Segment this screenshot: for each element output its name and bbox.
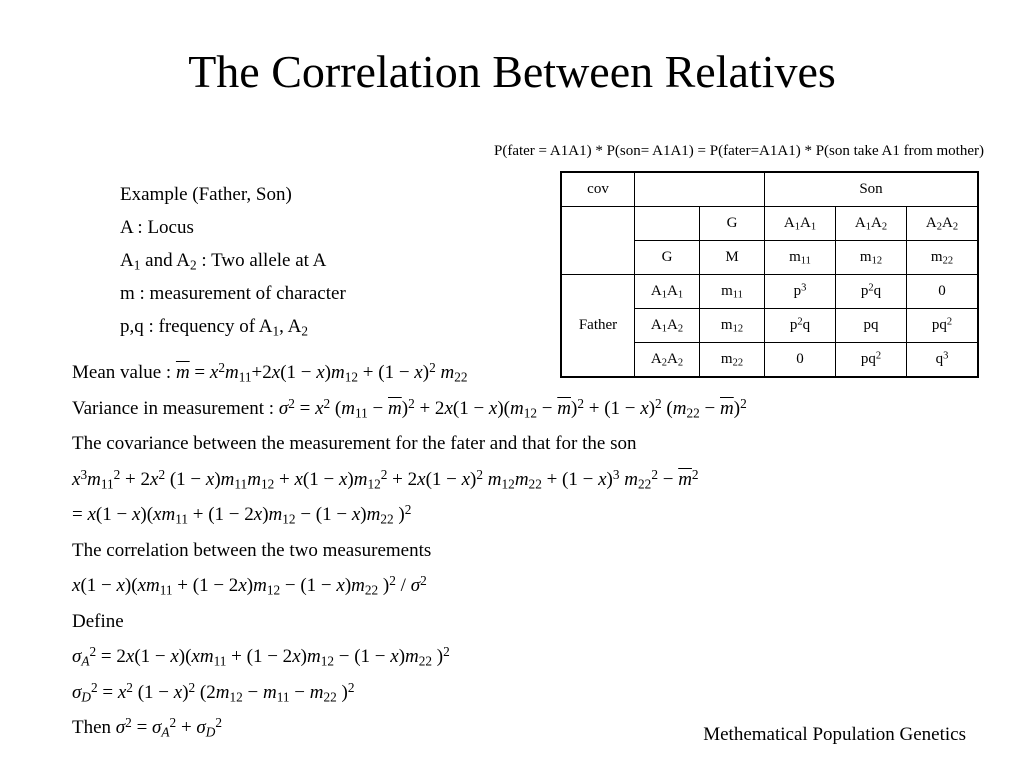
cell-q3: $q^3$: [907, 343, 979, 378]
covariance-text: The covariance between the measurement for the fater and that for the son: [72, 433, 637, 454]
father-m12: $m_{12}$: [700, 309, 765, 343]
father-m11: $m_{11}$: [700, 275, 765, 309]
slide-title: The Correlation Between Relatives: [188, 46, 836, 97]
dominance-variance-equation: $\sigma_D^2 = x^2$ $(1 - x)^2$ ($2m_{12} - m_{11} - m_{22}$ )$^2$: [72, 679, 355, 704]
empty-cell: [561, 207, 635, 275]
father-genotype-a1a2: $A_1A_2$: [635, 309, 700, 343]
table-row: [561, 275, 978, 309]
cell-pq: pq: [836, 309, 907, 343]
definition-alleles: $A_1$ and $A_2$ : Two allele at A: [120, 250, 327, 273]
cov-header: cov: [561, 172, 635, 207]
define-text: Define: [72, 610, 124, 632]
covariance-table: [560, 171, 979, 378]
definition-locus: A : Locus: [120, 217, 194, 238]
cell-p3: $p^3$: [765, 275, 836, 309]
father-header: Father: [561, 275, 635, 378]
additive-variance-equation: $\sigma_A^2 = 2x(1 - x)(xm_{11} + (1 - 2x)m_{12} - (1 - x)m_{22}$ )$^2$: [72, 644, 450, 669]
empty-cell: [635, 207, 700, 241]
son-m22: $m_{22}$: [907, 241, 979, 275]
son-m12: $m_{12}$: [836, 241, 907, 275]
son-genotype-a1a1: $A_1A_1$: [765, 207, 836, 241]
son-genotype-a2a2: $A_2A_2$: [907, 207, 979, 241]
cell-zero: 0: [765, 343, 836, 378]
definition-example: Example (Father, Son): [120, 184, 292, 205]
covariance-simplified: = $x(1 - x)(xm_{11} + (1 - 2x)m_{12} - (1 - x)m_{22}$ )$^2$: [72, 502, 412, 527]
definition-measurement: m : measurement of character: [120, 283, 346, 304]
correlation-equation: $x(1 - x)(xm_{11} + (1 - 2x)m_{12} - (1 - x)m_{22}$ )$^2 / \sigma^2$: [72, 573, 427, 598]
definition-frequency: p,q : frequency of $A_1$, $A_2$: [120, 316, 308, 339]
son-m11: $m_{11}$: [765, 241, 836, 275]
father-genotype-a1a1: $A_1A_1$: [635, 275, 700, 309]
g-header: G: [635, 241, 700, 275]
cell-p2q: $p^2q$: [765, 309, 836, 343]
cell-pq2: $pq^2$: [907, 309, 979, 343]
father-m22: $m_{22}$: [700, 343, 765, 378]
equations: [72, 355, 747, 746]
g-header: G: [700, 207, 765, 241]
cell-zero: 0: [907, 275, 979, 309]
mean-value-equation: Mean value : $\overline{m} = x^2m_{11}+2x(1 - x)m_{12} + (1 - x)^2$ $m_{22}$: [72, 360, 468, 385]
cell-pq2: $pq^2$: [836, 343, 907, 378]
probability-formula: P(fater = A1A1) * P(son= A1A1) = P(fater=A1A1) * P(son take A1 from mother): [493, 143, 984, 159]
definitions-list: [120, 178, 346, 343]
cell-p2q: $p^2q$: [836, 275, 907, 309]
table-row: [561, 207, 978, 241]
footer-course-name: Methematical Population Genetics: [703, 724, 966, 745]
variance-equation: Variance in measurement : $\sigma^2 = x^2$ $(m_{11} - \overline{m})^2 + 2x(1 - x)(m_{12} - \overline{m})^2 + (1 - x)^2$ $(m_{22} - \overline{m})^2$: [72, 395, 747, 420]
father-genotype-a2a2: $A_2A_2$: [635, 343, 700, 378]
correlation-text: The correlation between the two measurements: [72, 539, 432, 561]
son-genotype-a1a2: $A_1A_2$: [836, 207, 907, 241]
covariance-equation: $x^3m_{11}^2 + 2x^2$ $(1 - x)m_{11}m_{12} + x(1 - x)m_{12}^2 + 2x(1 - x)^2$ $m_{12}m_{22} + (1 - x)^3$ $m_{22}^2 - \overline{m}^2$: [72, 466, 699, 491]
total-variance-equation: Then $\sigma^2 = \sigma_A^2 + \sigma_D^2$: [72, 715, 223, 740]
table-row: [561, 172, 978, 207]
m-header: M: [700, 241, 765, 275]
empty-cell: [635, 172, 765, 207]
son-header: Son: [765, 172, 979, 207]
